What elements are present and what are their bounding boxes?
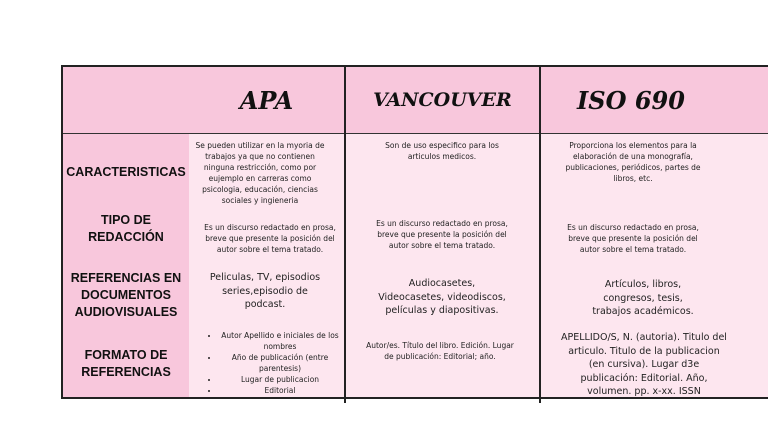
iso-tipo: Es un discurso redactado en prosa, breve que presente la posición del autor sobre el tema tratado. (567, 223, 699, 254)
vancouver-formato: Autor/es. Título del libro. Edición. Lugar de publicación: Editorial; año. (366, 341, 514, 361)
list-item: • Año de publicación (entre parentesis) (219, 352, 341, 374)
header-vancouver: VANCOUVER (373, 89, 512, 111)
apa-caracteristicas: Se pueden utilizar en la myoria de trabajos ya que no contienen ninguna restricción, como por eujemplo en carreras como psicologia, educación, ciencias sociales y ingieneria (195, 141, 325, 205)
apa-tipo: Es un discurso redactado en prosa, breve que presente la posición del autor sobre el tema tratado. (204, 223, 336, 254)
apa-formato (205, 330, 341, 396)
iso-caracteristicas: Proporciona los elementos para la elaboración de una monografía, publicaciones, periódicos, partes de libros, etc. (565, 141, 701, 183)
vancouver-referencias: Audiocasetes, Videocasetes, videodiscos, películas y diapositivas. (378, 278, 506, 316)
row-label-caracteristicas: CARACTERISTICAS (66, 165, 186, 179)
row-label-tipo: TIPO DE REDACCIÓN (88, 213, 164, 244)
list-item: • Editorial (219, 385, 341, 396)
vancouver-caracteristicas: Son de uso especifico para los articulos medicos. (385, 141, 499, 161)
iso-formato: APELLIDO/S, N. (autoria). Titulo del articulo. Titulo de la publicacion (en cursiva). Lugar d3e publicación: Editorial. Año, volumen. pp. x-xx. ISSN (561, 332, 727, 397)
row-label-referencias: REFERENCIAS EN DOCUMENTOS AUDIOVISUALES (70, 271, 182, 319)
header-iso690: ISO 690 (577, 85, 685, 115)
vancouver-tipo: Es un discurso redactado en prosa, breve que presente la posición del autor sobre el tema tratado. (376, 219, 508, 250)
list-item: • Autor Apellido e iniciales de los nombres (219, 330, 341, 352)
list-item: • Lugar de publicacion (219, 374, 341, 385)
iso-referencias: Artículos, libros, congresos, tesis, trabajos académicos. (592, 279, 694, 317)
apa-referencias: Peliculas, TV, episodios series,episodio de podcast. (209, 272, 321, 310)
comparison-table (61, 65, 768, 399)
header-apa: APA (239, 85, 294, 115)
row-label-formato: FORMATO DE REFERENCIAS (81, 348, 171, 379)
